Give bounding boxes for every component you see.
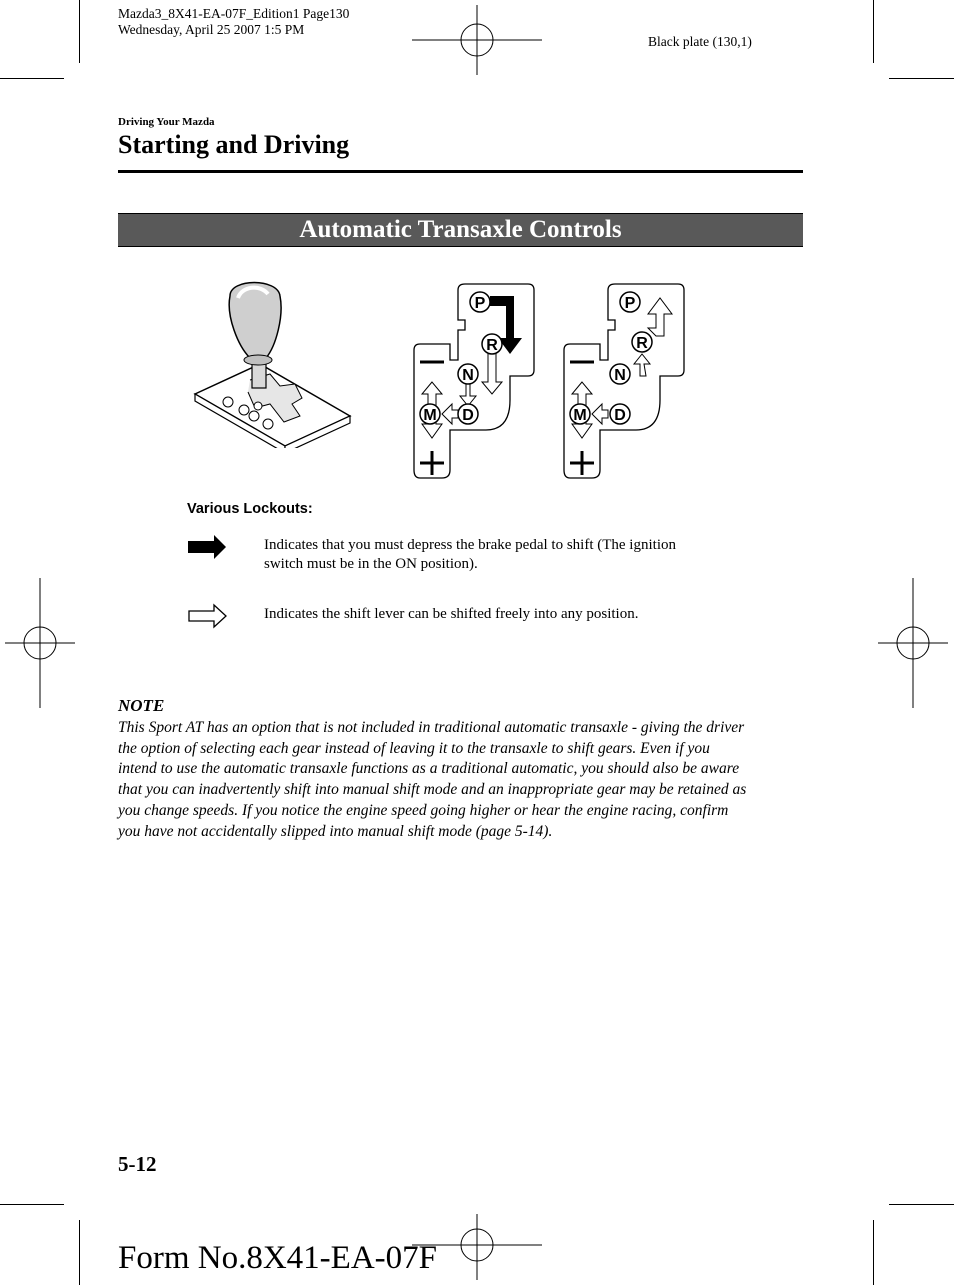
crop-mark: [889, 78, 954, 79]
crop-mark: [0, 78, 64, 79]
gear-label-n: N: [614, 367, 626, 384]
filled-arrow-icon: [188, 534, 228, 560]
shift-gate-diagram-2: [560, 280, 690, 482]
gear-label-d: D: [462, 407, 474, 424]
registration-mark-icon: [878, 578, 948, 708]
crop-mark: [873, 0, 874, 63]
chapter-title: Starting and Driving: [118, 130, 350, 159]
registration-mark-icon: [5, 578, 75, 708]
gear-label-m: M: [423, 407, 437, 424]
shift-lever-illustration: [190, 276, 360, 448]
registration-mark-icon: [412, 5, 542, 75]
shift-gate-diagram-1: [410, 280, 540, 482]
crop-mark: [873, 1220, 874, 1285]
gear-label-r: R: [486, 337, 498, 354]
lockout-outline-description: Indicates the shift lever can be shifted freely into any position.: [264, 606, 639, 622]
section-banner: Automatic Transaxle Controls: [118, 213, 803, 247]
crop-mark: [79, 0, 80, 63]
gear-label-d: D: [614, 407, 626, 424]
outline-arrow-icon: [188, 603, 228, 629]
form-number: Form No.8X41-EA-07F: [118, 1240, 437, 1276]
note-line: you change speeds. If you notice the engine speed going higher or hear the engine racing, confirm: [118, 801, 729, 819]
note-line: intend to use the automatic transaxle functions as a traditional automatic, you should also be aware: [118, 760, 740, 778]
page-number: 5-12: [118, 1152, 157, 1176]
note-title: NOTE: [118, 696, 165, 715]
crop-mark: [0, 1204, 64, 1205]
print-plate-label: Black plate (130,1): [648, 34, 752, 49]
note-line: you have not accidentally slipped into manual shift mode (page 5-14).: [118, 822, 553, 840]
print-header-file: Mazda3_8X41-EA-07F_Edition1 Page130: [118, 6, 350, 21]
note-line: This Sport AT has an option that is not included in traditional automatic transaxle - giving the driver: [118, 719, 745, 736]
crop-mark: [889, 1204, 954, 1205]
gear-label-p: P: [474, 295, 486, 312]
gear-label-n: N: [462, 367, 474, 384]
note-line: the option of selecting each gear instead of leaving it to the transaxle to shift gears. Even if you: [118, 739, 710, 757]
gear-label-p: P: [624, 295, 636, 312]
lockouts-title: Various Lockouts:: [187, 501, 313, 517]
lockout-filled-description: Indicates that you must depress the brake pedal to shift (The ignition switch must be in the ON position).: [264, 537, 676, 572]
section-label: Driving Your Mazda: [118, 116, 215, 128]
gear-label-m: M: [573, 407, 587, 424]
note-line: that you can inadvertently shift into manual shift mode and an inappropriate gear may be retained as: [118, 781, 747, 799]
crop-mark: [79, 1220, 80, 1285]
print-header-date: Wednesday, April 25 2007 1:5 PM: [118, 22, 305, 37]
title-rule: [118, 170, 803, 173]
gear-label-r: R: [636, 335, 648, 352]
note-body: [118, 718, 818, 842]
